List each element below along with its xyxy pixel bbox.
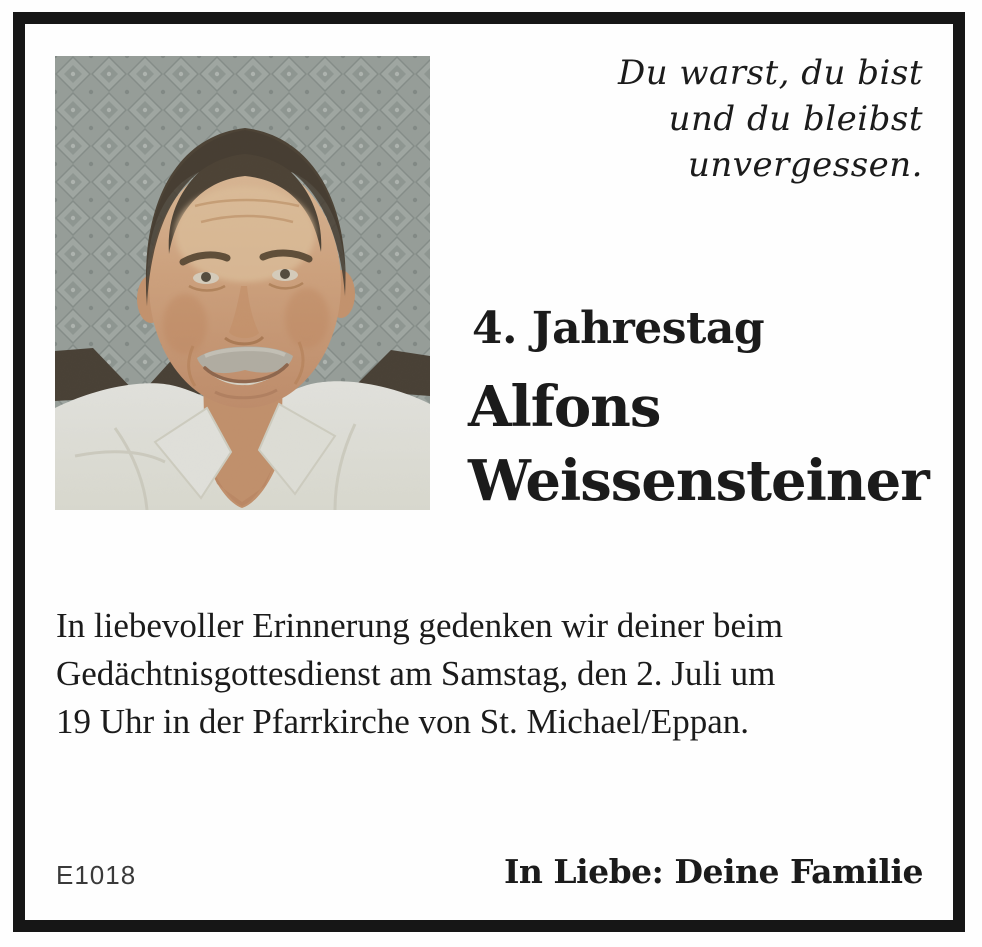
portrait-photo-graphic [55,56,430,510]
announcement-line: In liebevoller Erinnerung gedenken wir deiner beim [56,606,783,645]
deceased-last-name: Weissensteiner [468,448,929,514]
quote-line: Du warst, du bist [617,53,923,93]
deceased-name [468,370,929,518]
service-announcement [56,602,783,746]
announcement-line: 19 Uhr in der Pfarrkirche von St. Michael/Eppan. [56,702,750,741]
deceased-first-name: Alfons [468,374,661,440]
closing-dedication: In Liebe: Deine Familie [503,852,923,891]
card-reference-code: E1018 [56,860,137,890]
announcement-line: Gedächtnisgottesdienst am Samstag, den 2. Juli um [56,654,776,693]
remembrance-quote [618,50,923,188]
quote-line: unvergessen. [688,145,923,185]
anniversary-label: 4. Jahrestag [472,303,765,354]
portrait-photo [55,56,430,510]
quote-line: und du bleibst [668,99,923,139]
